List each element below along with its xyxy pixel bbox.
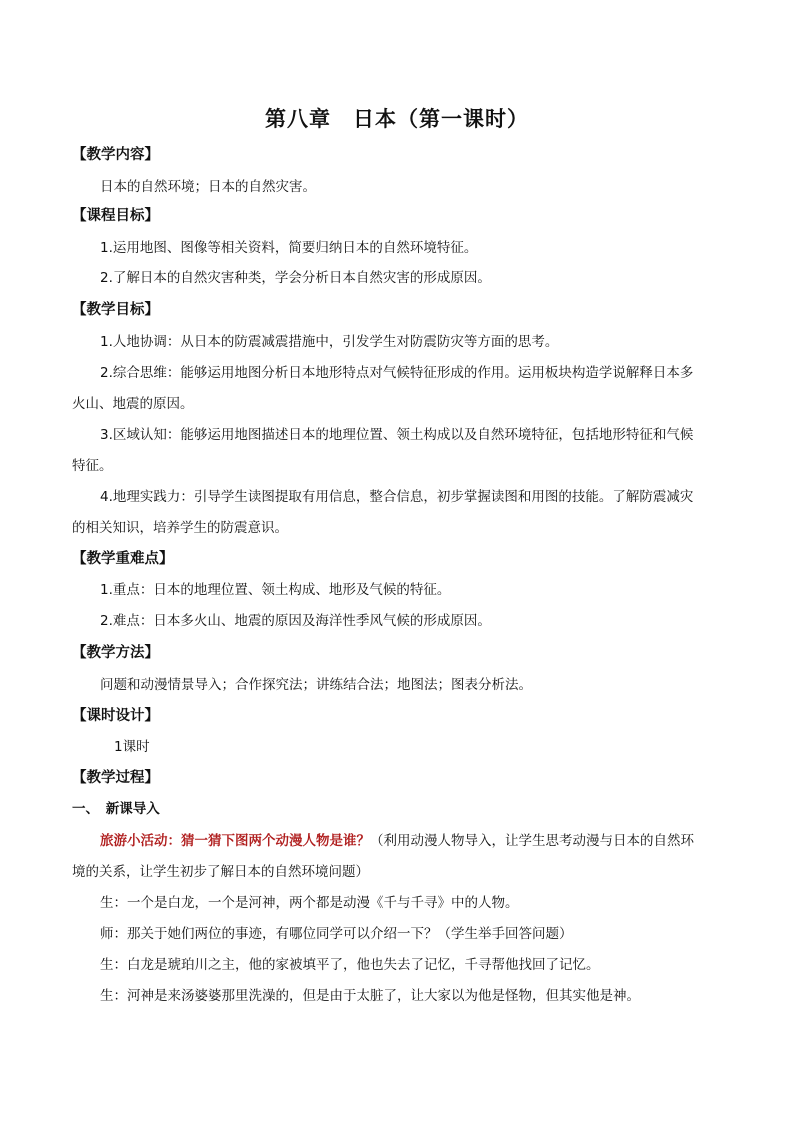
teaching-goal-4-line2: 的相关知识，培养学生的防震意识。 (72, 520, 288, 536)
key-point-1: 1.重点：日本的地理位置、领土构成、地形及气候的特征。 (100, 582, 451, 598)
section-heading-methods: 【教学方法】 (72, 645, 159, 661)
dialogue-line-3: 生：白龙是琥珀川之主，他的家被填平了，他也失去了记忆，千寻帮他找回了记忆。 (100, 957, 600, 973)
dialogue-line-4: 生：河神是来汤婆婆那里洗澡的，但是由于太脏了，让大家以为他是怪物，但其实他是神。 (100, 988, 640, 1004)
section-heading-lesson-design: 【课时设计】 (72, 708, 159, 724)
activity-label: 旅游小活动：猜一猜下图两个动漫人物是谁？ (100, 833, 370, 849)
section-heading-course-goals: 【课程目标】 (72, 208, 159, 224)
lesson-design-text: 1课时 (114, 739, 150, 755)
section-heading-key-points: 【教学重难点】 (72, 551, 174, 567)
methods-text: 问题和动漫情景导入；合作探究法；讲练结合法；地图法；图表分析法。 (100, 677, 532, 693)
teaching-goal-3-line1: 3.区域认知：能够运用地图描述日本的地理位置、领土构成以及自然环境特征，包括地形特征和气候 (100, 427, 694, 443)
key-point-2: 2.难点：日本多火山、地震的原因及海洋性季风气候的形成原因。 (100, 613, 491, 629)
section-heading-content: 【教学内容】 (72, 147, 159, 163)
teaching-goal-2-line1: 2.综合思维：能够运用地图分析日本地形特点对气候特征形成的作用。运用板块构造学说解释日本多 (100, 365, 694, 381)
teaching-goal-2-line2: 火山、地震的原因。 (72, 396, 194, 412)
teaching-goal-4-line1: 4.地理实践力：引导学生读图提取有用信息，整合信息，初步掌握读图和用图的技能。了解防震减灾 (100, 489, 694, 505)
dialogue-line-1: 生：一个是白龙，一个是河神，两个都是动漫《千与千寻》中的人物。 (100, 895, 519, 911)
teaching-goal-1: 1.人地协调：从日本的防震减震措施中，引发学生对防震防灾等方面的思考。 (100, 334, 559, 350)
page-title: 第八章 日本（第一课时） (265, 106, 529, 131)
teaching-goal-3-line2: 特征。 (72, 458, 113, 474)
section-heading-teaching-goals: 【教学目标】 (72, 302, 159, 318)
course-goal-1: 1.运用地图、图像等相关资料，简要归纳日本的自然环境特征。 (100, 240, 478, 256)
dialogue-line-2: 师：那关于她们两位的事迹，有哪位同学可以介绍一下？（学生举手回答问题） (100, 926, 573, 942)
content-text: 日本的自然环境；日本的自然灾害。 (100, 179, 316, 195)
activity-note-line2: 境的关系，让学生初步了解日本的自然环境问题） (72, 864, 369, 880)
activity-line (100, 831, 694, 851)
process-step-1: 一、 新课导入 (72, 801, 160, 817)
course-goal-2: 2.了解日本的自然灾害种类，学会分析日本自然灾害的形成原因。 (100, 270, 491, 286)
activity-note: （利用动漫人物导入，让学生思考动漫与日本的自然环 (370, 833, 694, 849)
section-heading-process: 【教学过程】 (72, 770, 159, 786)
